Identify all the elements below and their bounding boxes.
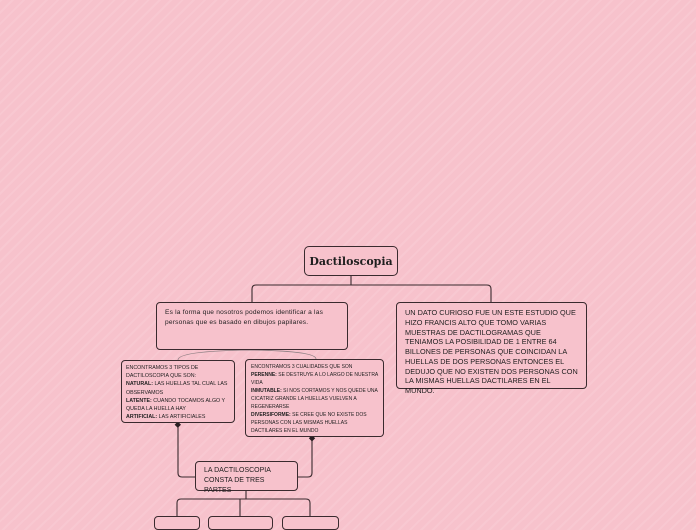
qualities-perenne-term: PERENNE: (251, 372, 277, 378)
fact-text: UN DATO CURIOSO FUE UN ESTE ESTUDIO QUE HIZO FRANCIS ALTO QUE TOMO VARIAS MUESTRAS DE DACTILOGRAMAS QUE TENIAMOS LA POSIBILIDAD DE 1 ENTRE 64 BILLONES DE PERSONAS QUE COINCIDAN LA HUELLAS DE DOS PERSONAS ENTONCES EL DEDUJO QUE NO EXISTEN DOS PERSONAS CON LA MISMAS HUELLAS DACTILARES EN EL MUNDO. (405, 308, 578, 396)
types-artificial (126, 413, 230, 421)
types-latente (126, 397, 230, 413)
qualities-diversiforme-term: DIVERSIFORME: (251, 412, 291, 418)
qualities-perenne-desc: SE DESTRUYE A LO LARGO DE NUESTRA VIDA (251, 372, 378, 386)
qualities-inmutable-term: INMUTABLE: (251, 388, 282, 394)
qualities-diversiforme-desc: SE CREE QUE NO EXISTE DOS PERSONAS CON LAS MISMAS HUELLAS DACTILARES EN EL MUNDO (251, 412, 367, 434)
types-artificial-term: ARTIFICIAL: (126, 414, 158, 421)
qualities-inmutable-desc: SI NOS CORTAMOS Y NOS QUEDE UNA CICATRIZ GRANDE LA HUELLAS VUELVEN A REGENERARSE (251, 388, 378, 410)
part-node-3[interactable] (282, 516, 339, 530)
qualities-node[interactable] (245, 359, 384, 437)
root-node[interactable] (304, 246, 398, 276)
types-natural-desc: LAS HUELLAS TAL CUAL LAS OBSERVAMOS (126, 381, 228, 396)
types-natural (126, 380, 230, 396)
qualities-diversiforme (251, 411, 378, 435)
qualities-inmutable (251, 387, 378, 411)
part-node-2[interactable] (208, 516, 273, 530)
types-node[interactable] (121, 360, 235, 423)
types-latente-desc: CUANDO TOCAMOS ALGO Y QUEDA LA HUELLA HAY (126, 397, 225, 413)
parts-branch (177, 499, 310, 516)
types-intro: ENCONTRAMOS 3 TIPOS DE DACTILOSCOPIA QUE SON: (126, 365, 199, 380)
root-branch (252, 285, 491, 302)
fact-node[interactable] (396, 302, 587, 396)
definition-node[interactable] (156, 302, 348, 350)
qualities-intro: ENCONTRAMOS 3 CUALIDADES QUE SON (251, 364, 353, 370)
part-node-1[interactable] (154, 516, 200, 530)
types-artificial-desc: LAS ARTIFICIALES (157, 414, 206, 421)
qualities-link (298, 440, 312, 477)
types-link (178, 427, 195, 477)
types-natural-term: NATURAL: (126, 381, 153, 388)
qualities-perenne (251, 371, 378, 387)
root-title: Dactiloscopia (309, 254, 393, 268)
definition-text: Es la forma que nosotros podemos identificar a las personas que es basado en dibujos papilares. (165, 309, 324, 326)
parts-node[interactable] (195, 461, 298, 494)
parts-text: LA DACTILOSCOPIA CONSTA DE TRES PARTES (204, 467, 271, 494)
types-latente-term: LATENTE: (126, 397, 152, 404)
